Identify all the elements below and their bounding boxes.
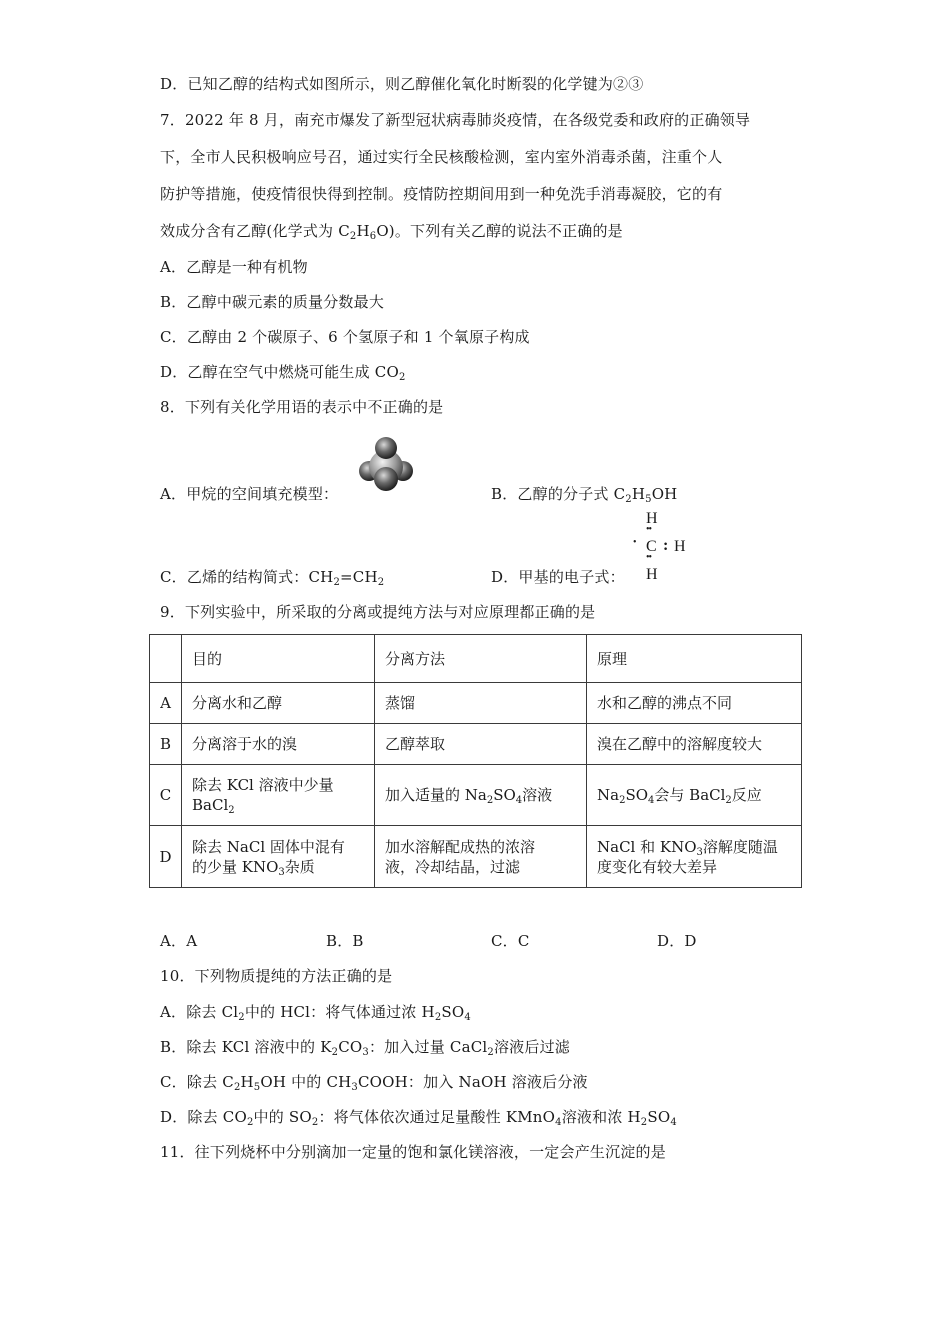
cell-purpose: 分离溶于水的溴 — [182, 724, 375, 765]
text: SO — [493, 786, 516, 804]
subscript: 3 — [278, 866, 285, 878]
subscript: 4 — [464, 1012, 471, 1023]
subscript: 2 — [487, 1047, 494, 1058]
text: ：将气体依次通过足量酸性 KMnO — [318, 1108, 556, 1126]
text: SO — [625, 786, 649, 804]
q10-option-c — [160, 1072, 588, 1092]
single-electron: • — [633, 537, 637, 548]
text: H — [631, 485, 646, 503]
atom-c-center: C — [646, 538, 657, 555]
subscript: 4 — [648, 795, 655, 806]
text: NaCl 和 KNO — [597, 837, 697, 856]
cell-method: 蒸馏 — [375, 683, 587, 724]
text: 中的 SO — [253, 1108, 312, 1126]
text: 溶液后过滤 — [493, 1038, 570, 1056]
text: 除去 NaCl 固体中混有 — [192, 837, 345, 856]
atom-h-right: H — [674, 538, 686, 555]
text: 液，冷却结晶，过滤 — [385, 857, 521, 876]
text: 的少量 KNO — [192, 857, 279, 876]
q7-stem-line-4 — [160, 221, 623, 241]
subscript: 3 — [351, 1082, 358, 1093]
text: OH — [651, 485, 678, 503]
text: CO — [338, 1038, 363, 1056]
text: D．乙醇在空气中燃烧可能生成 CO — [160, 363, 399, 381]
text: 效成分含有乙醇(化学式为 C — [160, 222, 350, 240]
text: H — [240, 1073, 254, 1091]
q6-option-d: D．已知乙醇的结构式如图所示，则乙醇催化氧化时断裂的化学键为②③ — [160, 75, 644, 93]
text: 中的 HCl：将气体通过浓 H — [244, 1003, 435, 1021]
cell-method: 乙醇萃取 — [375, 724, 587, 765]
subscript: 2 — [377, 577, 385, 588]
q9-choice-c: C．C — [491, 932, 530, 950]
cell-method — [375, 826, 587, 888]
atom-h-top: H — [646, 510, 658, 527]
separation-methods-table — [149, 634, 802, 888]
subscript: 4 — [515, 795, 523, 806]
table-row — [150, 724, 802, 765]
text: 加水溶解配成热的浓溶 — [385, 837, 536, 856]
text: SO — [647, 1108, 671, 1126]
subscript: 2 — [619, 795, 626, 806]
q10-stem: 10．下列物质提纯的方法正确的是 — [160, 967, 393, 985]
q7-option-a: A．乙醇是一种有机物 — [160, 258, 308, 276]
text: O)。下列有关乙醇的说法不正确的是 — [376, 222, 623, 240]
table-row — [150, 683, 802, 724]
text: 溶液和浓 H — [561, 1108, 641, 1126]
cell-principle: 水和乙醇的沸点不同 — [587, 683, 802, 724]
text: COOH：加入 NaOH 溶液后分液 — [357, 1073, 588, 1091]
q7-stem-line-1: 7．2022 年 8 月，南充市爆发了新型冠状病毒肺炎疫情，在各级党委和政府的正确领导 — [160, 111, 751, 129]
text: BaCl — [192, 796, 229, 814]
cell-principle: 溴在乙醇中的溶解度较大 — [587, 724, 802, 765]
text: B．乙醇的分子式 C — [491, 485, 626, 503]
q8-option-a: A．甲烷的空间填充模型： — [160, 485, 339, 503]
text — [192, 795, 364, 815]
text: SO — [441, 1003, 465, 1021]
text: C．乙烯的结构简式：CH — [160, 568, 334, 586]
text: B．除去 KCl 溶液中的 K — [160, 1038, 332, 1056]
cell-purpose — [182, 765, 375, 826]
q7-stem-line-2: 下，全市人民积极响应号召，通过实行全民核酸检测，室内室外消毒杀菌，注重个人 — [160, 148, 723, 166]
text: C．除去 C — [160, 1073, 234, 1091]
text: OH 中的 CH — [260, 1073, 352, 1091]
row-label: D — [150, 826, 182, 888]
q9-choice-d: D．D — [657, 932, 697, 950]
subscript: 2 — [331, 1047, 339, 1058]
text: Na — [597, 786, 620, 804]
cell-principle — [587, 765, 802, 826]
q10-option-d — [160, 1107, 677, 1127]
text — [597, 837, 791, 857]
subscript: 2 — [625, 494, 632, 505]
q9-choice-b: B．B — [326, 932, 364, 950]
q10-option-b — [160, 1037, 570, 1057]
q7-option-b: B．乙醇中碳元素的质量分数最大 — [160, 293, 385, 311]
text: ：加入过量 CaCl — [368, 1038, 488, 1056]
q7-option-d — [160, 362, 406, 382]
table-row — [150, 765, 802, 826]
text: D．除去 CO — [160, 1108, 247, 1126]
q11-stem: 11．往下列烧杯中分别滴加一定量的饱和氯化镁溶液，一定会产生沉淀的是 — [160, 1143, 666, 1161]
subscript: 2 — [349, 231, 357, 242]
row-label: A — [150, 683, 182, 724]
subscript: 4 — [555, 1117, 562, 1128]
row-label: B — [150, 724, 182, 765]
q8-option-d: D．甲基的电子式： — [491, 568, 625, 586]
electron-pair-right: : — [663, 537, 669, 554]
text — [192, 857, 364, 877]
electron-pair-top: •• — [646, 524, 652, 535]
text: 会与 BaCl — [654, 786, 726, 804]
text: =CH — [340, 568, 378, 586]
subscript: 6 — [369, 231, 377, 242]
methane-space-filling-model-icon — [358, 435, 414, 493]
header-cell-purpose: 目的 — [182, 635, 375, 683]
table-header-row — [150, 635, 802, 683]
subscript: 2 — [725, 795, 732, 806]
text: 度变化有较大差异 — [597, 857, 718, 876]
subscript: 2 — [233, 1082, 241, 1093]
electron-pair-bottom: •• — [646, 552, 652, 563]
q8-option-b — [491, 484, 677, 504]
subscript: 2 — [246, 1117, 254, 1128]
subscript: 2 — [640, 1117, 648, 1128]
text: 溶液 — [522, 786, 553, 804]
subscript: 2 — [228, 805, 235, 816]
atom-h-bottom: H — [646, 566, 658, 583]
subscript: 2 — [238, 1012, 245, 1023]
header-cell-method: 分离方法 — [375, 635, 587, 683]
subscript: 3 — [362, 1047, 369, 1058]
cell-method — [375, 765, 587, 826]
cell-purpose — [182, 826, 375, 888]
cell-purpose: 分离水和乙醇 — [182, 683, 375, 724]
subscript: 4 — [670, 1117, 677, 1128]
q7-option-c: C．乙醇由 2 个碳原子、6 个氢原子和 1 个氧原子构成 — [160, 328, 530, 346]
subscript: 2 — [311, 1117, 319, 1128]
subscript: 2 — [434, 1012, 442, 1023]
q8-stem: 8．下列有关化学用语的表示中不正确的是 — [160, 398, 444, 416]
table-row — [150, 826, 802, 888]
subscript: 3 — [696, 846, 703, 858]
text: 杂质 — [284, 857, 315, 876]
subscript: 2 — [333, 577, 340, 588]
text: 反应 — [731, 786, 762, 804]
q9-choice-a: A．A — [160, 932, 198, 950]
subscript: 5 — [253, 1082, 261, 1093]
subscript: 2 — [398, 372, 406, 383]
q9-stem: 9．下列实验中，所采取的分离或提纯方法与对应原理都正确的是 — [160, 603, 596, 621]
text: 除去 KCl 溶液中少量 — [192, 776, 334, 794]
text: 加入适量的 Na — [385, 786, 487, 804]
q8-option-c — [160, 567, 384, 587]
cell-principle — [587, 826, 802, 888]
subscript: 2 — [486, 795, 494, 806]
text: H — [356, 222, 370, 240]
header-cell-empty — [150, 635, 182, 683]
q7-stem-line-3: 防护等措施，使疫情很快得到控制。疫情防控期间用到一种免洗手消毒凝胶，它的有 — [160, 185, 723, 203]
row-label: C — [150, 765, 182, 826]
text: A．除去 Cl — [160, 1003, 239, 1021]
header-cell-principle: 原理 — [587, 635, 802, 683]
text: 溶解度随温 — [702, 837, 778, 856]
subscript: 5 — [645, 494, 652, 505]
methyl-electron-dot-formula — [633, 510, 703, 590]
q10-option-a — [160, 1002, 471, 1022]
